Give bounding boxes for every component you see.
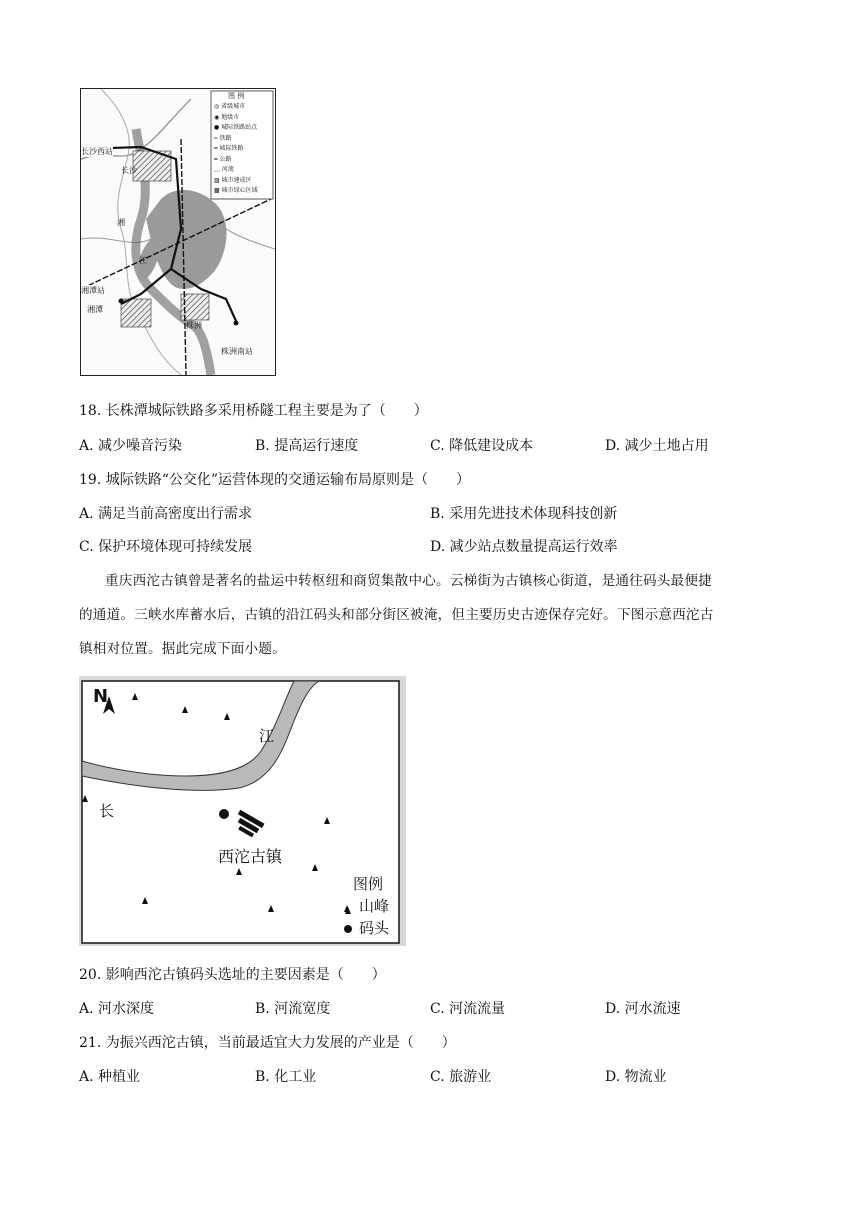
river-label-chang: 长 [99,802,115,820]
map1-legend-title: 图 例 [228,92,245,100]
q20-option-a[interactable]: A. 河水深度 [79,1001,155,1017]
label-xiangtan-station: 湘潭站 [81,286,105,295]
q21-option-d[interactable]: D. 物流业 [605,1069,667,1085]
question-20-stem: 20. 影响西沱古镇码头选址的主要因素是（ ） [79,967,386,983]
river-label-jiang: 江 [259,727,275,745]
label-xiangtan: 湘潭 [87,305,103,314]
q20-option-d[interactable]: D. 河水流速 [605,1001,681,1017]
map2-legend-dock: 码头 [359,919,390,937]
legend-item-railway: ┅ 铁路 [214,134,232,142]
q20-option-b[interactable]: B. 河流宽度 [255,1001,331,1017]
label-zhuzhou-south: 株洲南站 [221,347,253,356]
passage-line-1: 重庆西沱古镇曾是著名的盐运中转枢纽和商贸集散中心。云梯街为古镇核心街道，是通往码头最便捷 [105,573,712,589]
legend-item-provincial-city: ◎ 省级城市 [214,103,246,110]
q18-option-c[interactable]: C. 降低建设成本 [430,438,534,454]
q18-option-d[interactable]: D. 减少土地占用 [605,438,709,454]
map1-legend-list [214,102,258,197]
map2-legend-peak: 山峰 [359,897,390,915]
question-21-stem: 21. 为振兴西沱古镇，当前最适宜大力发展的产业是（ ） [79,1035,456,1051]
label-xiang: 湘 [117,218,125,227]
map2-legend-title: 图例 [353,875,384,893]
legend-item-green-heart: ▩ 城市绿心区域 [214,187,258,194]
q18-option-a[interactable]: A. 减少噪音污染 [79,438,183,454]
question-19-stem: 19. 城际铁路“公交化”运营体现的交通运输布局原则是（ ） [79,472,471,488]
xituo-map-svg [79,676,406,946]
legend-item-intercity-railway: ━ 城际铁路 [214,145,244,152]
cztmap-figure [80,88,276,376]
q21-option-b[interactable]: B. 化工业 [255,1069,317,1085]
label-jiang: 江 [139,256,147,265]
passage-line-2: 的通道。三峡水库蓄水后，古镇的沿江码头和部分街区被淹，但主要历史古迹保存完好。下图示意西沱古 [79,607,714,623]
legend-dock-icon [344,925,352,933]
legend-item-station: ● 城际铁路站点 [214,124,258,131]
station-dot [234,321,239,326]
q19-option-d[interactable]: D. 减少站点数量提高运行效率 [430,539,618,555]
q20-option-c[interactable]: C. 河流流量 [430,1001,506,1017]
q21-option-a[interactable]: A. 种植业 [79,1069,141,1085]
legend-item-built-area: ▨ 城市建成区 [214,176,252,184]
station-dot [119,299,124,304]
label-zhuzhou: 株洲 [186,321,202,330]
q19-option-b[interactable]: B. 采用先进技术体现科技创新 [430,506,618,522]
legend-item-road: ═ 公路 [214,155,232,163]
legend-item-prefecture-city: ◉ 地级市 [214,113,240,121]
q19-option-a[interactable]: A. 满足当前高密度出行需求 [79,506,253,522]
dock-point [219,809,229,819]
label-changsha: 长沙 [121,166,137,175]
town-label: 西沱古镇 [218,847,283,866]
q21-option-c[interactable]: C. 旅游业 [430,1069,492,1085]
xiangtan-built-area [121,299,151,327]
label-changsha-west: 长沙西站 [81,147,113,156]
xituo-map-figure [79,676,406,946]
q18-option-b[interactable]: B. 提高运行速度 [255,438,359,454]
north-label: N [93,686,109,707]
question-18-stem: 18. 长株潭城际铁路多采用桥隧工程主要是为了（ ） [79,403,428,419]
passage-line-3: 镇相对位置。据此完成下面小题。 [79,641,286,657]
q19-option-c[interactable]: C. 保护环境体现可持续发展 [79,539,253,555]
legend-item-river: ﹏ 河流 [214,166,234,173]
